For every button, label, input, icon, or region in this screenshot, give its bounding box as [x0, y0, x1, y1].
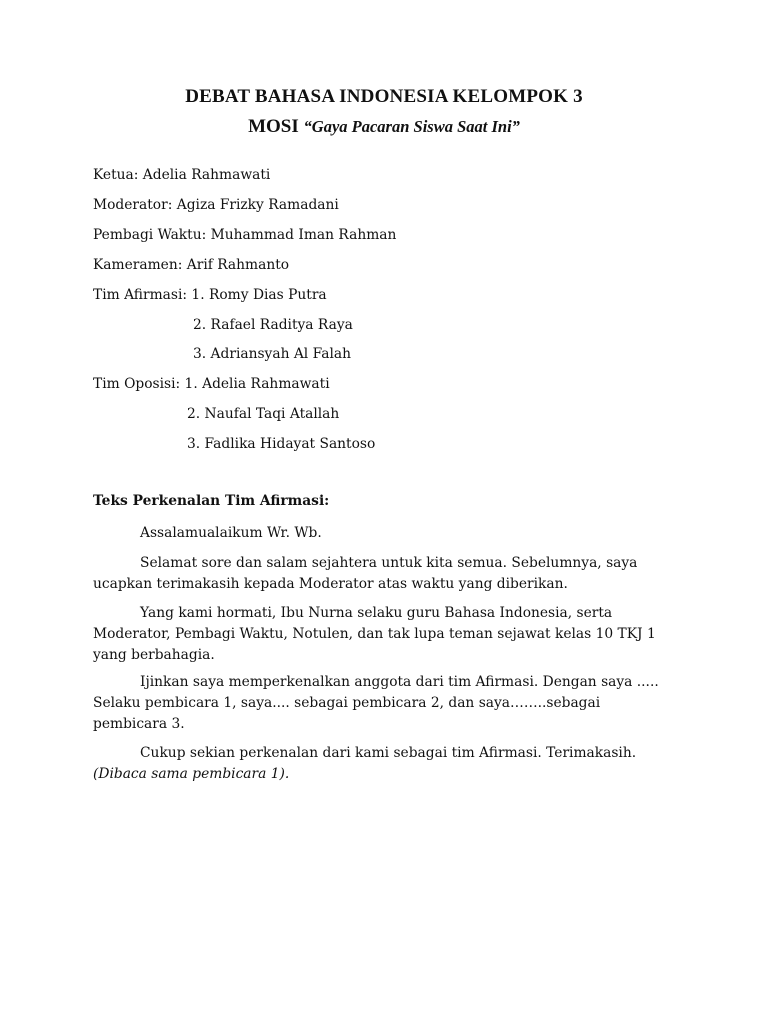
tim-afirmasi-member-1: Tim Afirmasi: 1. Romy Dias Putra [93, 287, 327, 303]
paragraph-4-text: Cukup sekian perkenalan dari kami sebagai tim Afirmasi. Terimakasih. [140, 745, 637, 761]
tim-oposisi-member-2: 2. Naufal Taqi Atallah [187, 406, 340, 422]
tim-afirmasi-member-3: 3. Adriansyah Al Falah [193, 346, 351, 362]
motion-label: MOSI [248, 116, 299, 137]
greeting: Assalamualaikum Wr. Wb. [140, 525, 322, 541]
motion-theme: “Gaya Pacaran Siswa Saat Ini” [303, 117, 520, 136]
role-pembagi-waktu: Pembagi Waktu: Muhammad Iman Rahman [93, 227, 397, 243]
section-heading: Teks Perkenalan Tim Afirmasi: [93, 493, 330, 509]
paragraph-1: Selamat sore dan salam sejahtera untuk kita semua. Sebelumnya, saya ucapkan terimakasih kepada Moderator atas waktu yang diberikan. [93, 555, 638, 592]
tim-afirmasi-member-2: 2. Rafael Raditya Raya [193, 317, 353, 333]
document-title: DEBAT BAHASA INDONESIA KELOMPOK 3 [185, 86, 583, 107]
motion-line [0, 116, 768, 138]
paragraph-2: Yang kami hormati, Ibu Nurna selaku guru Bahasa Indonesia, serta Moderator, Pembagi Waktu, Notulen, dan tak lupa teman sejawat kelas 10 TKJ 1 yang berbahagia. [93, 605, 656, 663]
paragraph-4 [93, 743, 673, 785]
role-ketua: Ketua: Adelia Rahmawati [93, 167, 271, 183]
tim-oposisi-member-1: Tim Oposisi: 1. Adelia Rahmawati [93, 376, 330, 392]
paragraph-3: Ijinkan saya memperkenalkan anggota dari tim Afirmasi. Dengan saya ..... Selaku pembicara 1, saya.... sebagai pembicara 2, dan saya……..sebagai pembicara 3. [93, 674, 659, 732]
paragraph-4-note: (Dibaca sama pembicara 1). [93, 766, 290, 782]
tim-oposisi-member-3: 3. Fadlika Hidayat Santoso [187, 436, 376, 452]
role-kameramen: Kameramen: Arif Rahmanto [93, 257, 290, 273]
role-moderator: Moderator: Agiza Frizky Ramadani [93, 197, 339, 213]
